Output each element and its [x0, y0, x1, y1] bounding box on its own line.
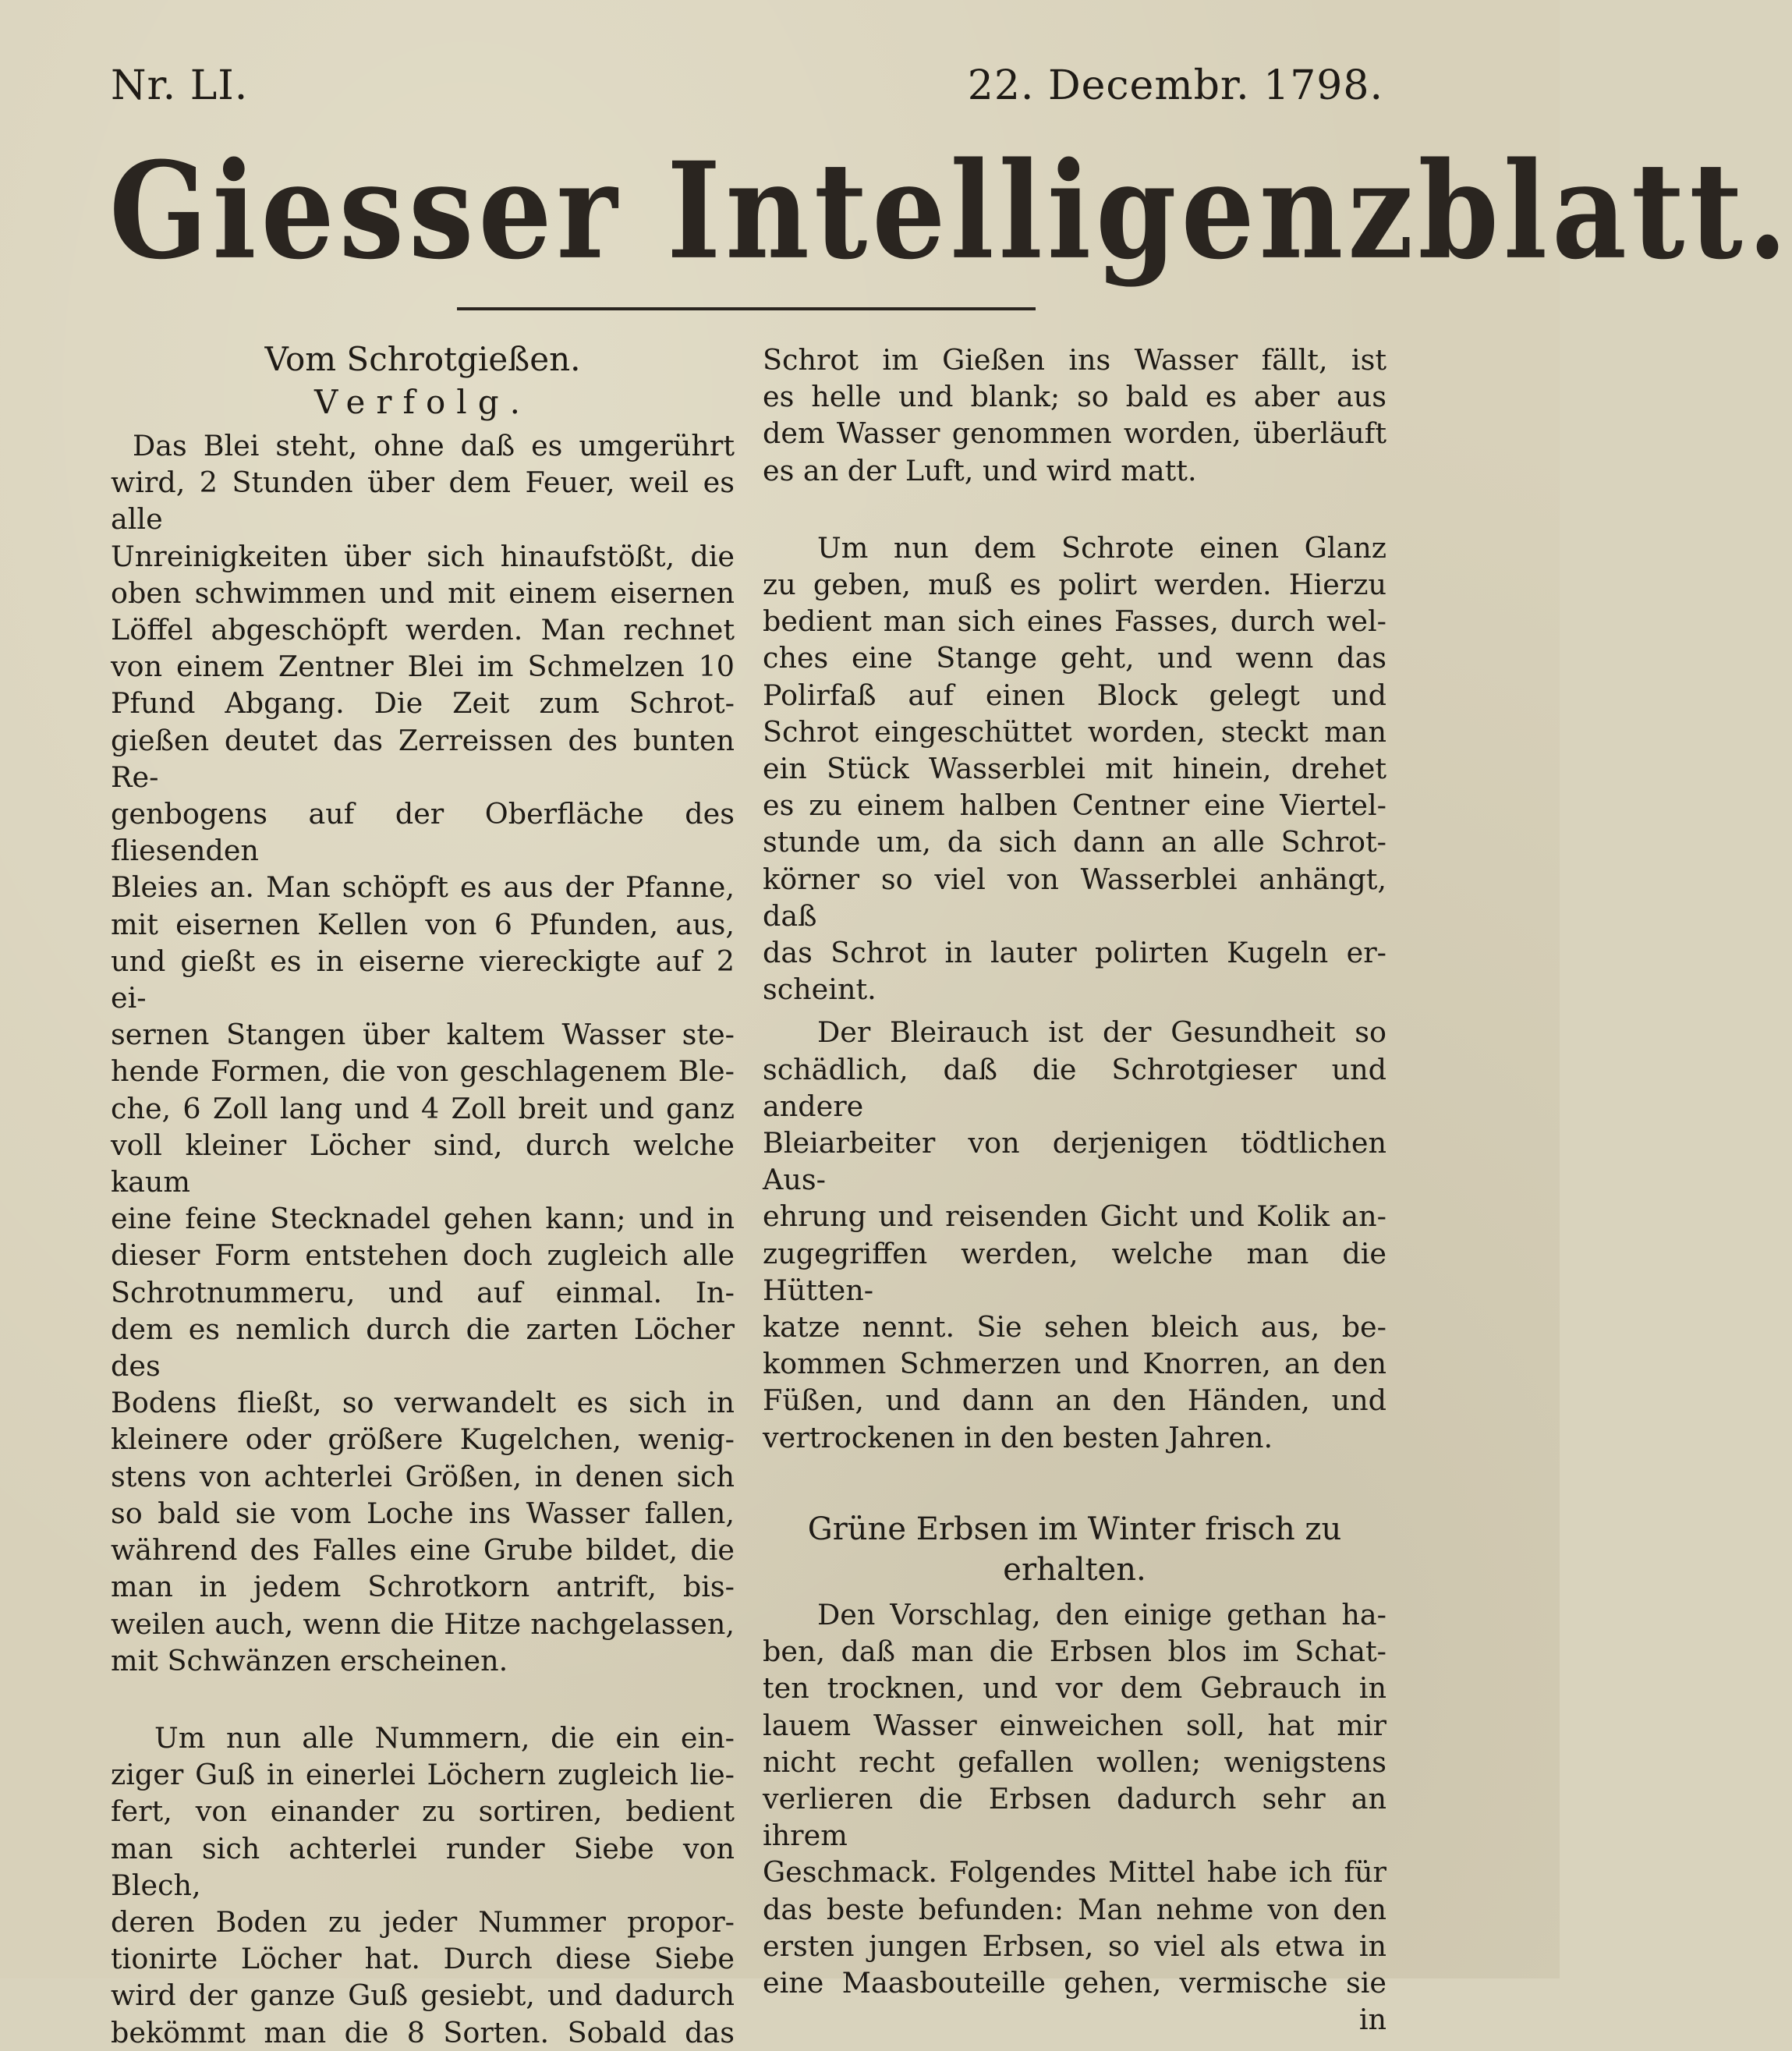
masthead-rule	[457, 307, 1036, 310]
paragraph-schrot: Schrot im Gießen ins Wasser fällt, ist es helle und blank; so bald es aber aus dem Wasser genommen worden, überläuft es an der Luft, und wird matt.	[763, 343, 1386, 487]
article2-title-line2: erhalten.	[1003, 1551, 1146, 1588]
paragraph-bleirauch: Der Bleirauch ist der Gesundheit so schädlich, daß die Schrotgieser und andere Bleiarbeiter von derjenigen tödtlichen Aus- ehrung und reisenden Gicht und Kolik an- zugegriffen werden, welche man die Hütten- katze nennt. Sie sehen bleich aus, be- kommen Schmerzen und Knorren, an den Füßen, und dann an den Händen, und vertrockenen in den besten Jahren.	[763, 1015, 1386, 1454]
right-column	[763, 342, 1386, 2038]
issue-date: 22. Decembr. 1798.	[967, 62, 1383, 109]
masthead-title: Giesser Intelligenzblatt.	[109, 133, 1792, 289]
article-subtitle: Verfolg.	[314, 383, 531, 421]
catchword: in	[1358, 2003, 1386, 2037]
paragraph-erbsen: Den Vorschlag, den einige gethan ha- ben, daß man die Erbsen blos im Schat- ten trocknen, und vor dem Gebrauch in lauem Wasser einweichen soll, hat mir nicht recht gefallen wollen; wenigstens verlieren die Erbsen dadurch sehr an ihrem Geschmack. Folgendes Mittel habe ich für das beste befunden: Man nehme von den ersten jungen Erbsen, so viel als etwa in eine Maasbouteille gehen, vermische sie in	[763, 1596, 1386, 2038]
left-column	[111, 335, 735, 2051]
paragraph-nummern: Um nun alle Nummern, die ein ein- ziger Guß in einerlei Löchern zugleich lie- fert, von einander zu sortiren, bedient man sich achterlei runder Siebe von Blech, deren Boden zu jeder Nummer propor- tionirte Löcher hat. Durch diese Siebe wird der ganze Guß gesiebt, und dadurch bekömmt man die 8 Sorten. Sobald das	[111, 1720, 735, 2049]
article-title: Vom Schrotgießen.	[264, 340, 581, 378]
paragraph-blei: Das Blei steht, ohne daß es umgerührt wird, 2 Stunden über dem Feuer, weil es alle Unreinigkeiten über sich hinaufstößt, die oben schwimmen und mit einem eisernen Löffel abgeschöpft werden. Man rechnet von einem Zentner Blei im Schmelzen 10 Pfund Abgang. Die Zeit zum Schrot- gießen deutet das Zerreissen des bunten Re- genbogens auf der Oberfläche des fliesenden Bleies an. Man schöpft es aus der Pfanne, mit eisernen Kellen von 6 Pfunden, aus, und gießt es in eiserne viereckigte auf 2 ei- sernen Stangen über kaltem Wasser ste- hende Formen, die von geschlagenem Ble- che, 6 Zoll lang und 4 Zoll breit und ganz voll kleiner Löcher sind, durch welche kaum eine feine Stecknadel gehen kann; und in dieser Form entstehen doch zugleich alle Schrotnummeru, und auf einmal. In- dem es nemlich durch die zarten Löcher des Bodens fließt, so verwandelt es sich in kleinere oder größere Kugelchen, wenig- stens von achterlei Größen, in denen sich so bald sie vom Loche ins Wasser fallen, während des Falles eine Grube bildet, die man in jedem Schrotkorn antrift, bis- weilen auch, wenn die Hitze nachgelassen, mit Schwänzen erscheinen.	[111, 429, 735, 1677]
paragraph-glanz: Um nun dem Schrote einen Glanz zu geben, muß es polirt werden. Hierzu bedient man sich eines Fasses, durch wel- ches eine Stange geht, und wenn das Polirfaß auf einen Block gelegt und Schrot eingeschüttet worden, steckt man ein Stück Wasserblei mit hinein, drehet es zu einem halben Centner eine Viertel- stunde um, da sich dann an alle Schrot- körner so viel von Wasserblei anhängt, daß das Schrot in lauter polirten Kugeln er- scheint.	[763, 530, 1386, 1007]
article2-title-line1: Grüne Erbsen im Winter frisch zu	[807, 1511, 1342, 1547]
issue-number: Nr. LI.	[111, 62, 249, 109]
